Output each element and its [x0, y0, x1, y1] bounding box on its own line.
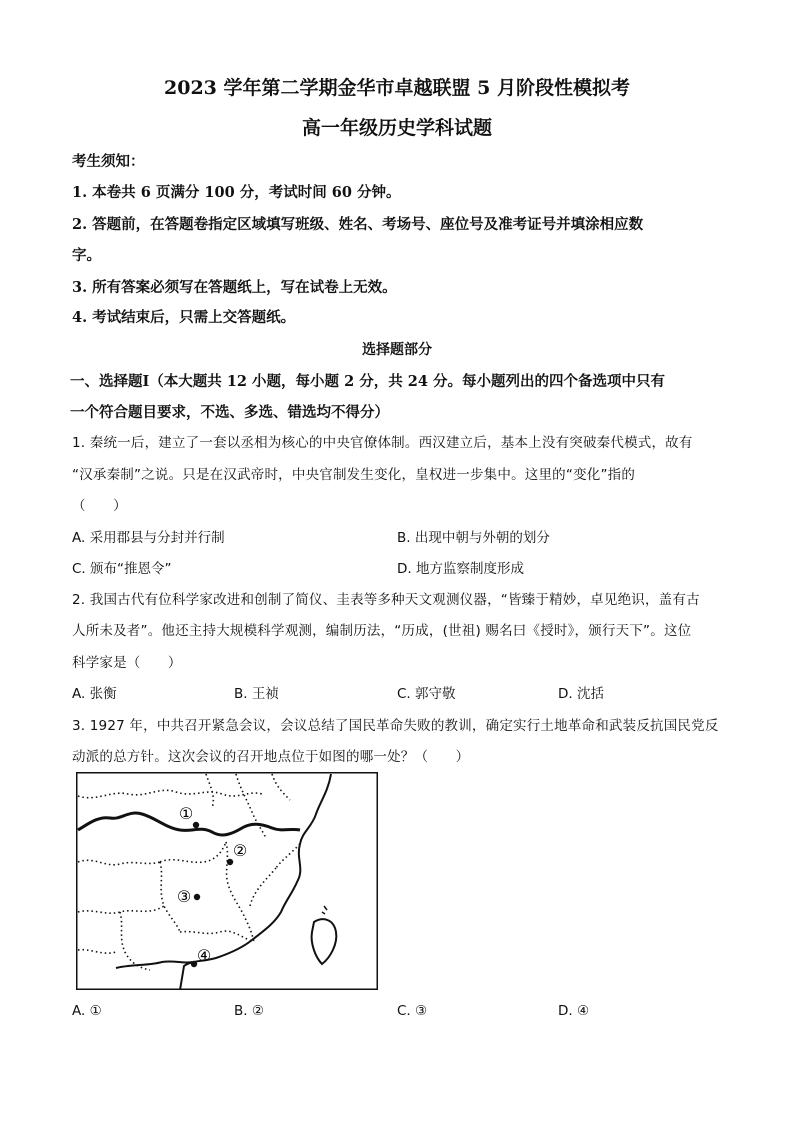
question-2-text: 人所未及者”。他还主持大规模科学观测，编制历法，“历成，(世祖) 赐名曰《授时》，颁行天下”。这位	[72, 623, 692, 639]
notice-item: 字。	[72, 247, 101, 264]
question-1-option-a[interactable]: A. 采用郡县与分封并行制	[72, 530, 225, 546]
map-point-3	[194, 894, 200, 900]
map-label-4: ④	[196, 946, 212, 965]
question-3-text: 动派的总方针。这次会议的召开地点位于如图的哪一处？（ ）	[72, 749, 470, 765]
section-instruction: 一、选择题Ⅰ（本大题共 12 小题，每小题 2 分，共 24 分。每小题列出的四个备选项中只有	[70, 373, 666, 390]
exam-subtitle: 高一年级历史学科试题	[301, 117, 492, 139]
map-label-2: ②	[232, 841, 248, 860]
islands	[322, 906, 327, 914]
section-instruction: 一个符合题目要求，不选、多选、错选均不得分）	[70, 404, 389, 421]
question-3-option-d[interactable]: D. ④	[558, 1003, 590, 1019]
notice-item: 4. 考试结束后，只需上交答题纸。	[72, 309, 296, 326]
section-title: 选择题部分	[362, 342, 432, 358]
notice-item: 1. 本卷共 6 页满分 100 分，考试时间 60 分钟。	[72, 184, 401, 201]
question-3-text: 3. 1927 年，中共召开紧急会议，会议总结了国民革命失败的教训，确定实行土地革命和武装反抗国民党反	[72, 718, 719, 734]
map-label-1: ①	[178, 804, 194, 823]
question-2-option-d[interactable]: D. 沈括	[558, 686, 604, 702]
map-frame	[77, 773, 378, 990]
pearl-river	[116, 961, 192, 968]
notice-heading: 考生须知：	[72, 153, 145, 170]
question-2-text: 2. 我国古代有位科学家改进和创制了简仪、圭表等多种天文观测仪器，“皆臻于精妙，卓见绝识，盖有古	[72, 592, 700, 608]
question-2-option-a[interactable]: A. 张衡	[72, 686, 117, 702]
map-point-1	[193, 822, 199, 828]
question-1-text: 1. 秦统一后，建立了一套以丞相为核心的中央官僚体制。西汉建立后，基本上没有突破秦代模式，故有	[72, 435, 693, 451]
question-1-option-b[interactable]: B. 出现中朝与外朝的划分	[397, 530, 550, 546]
question-2-option-b[interactable]: B. 王祯	[234, 686, 279, 702]
question-1-option-d[interactable]: D. 地方监察制度形成	[397, 561, 524, 577]
notice-item: 2. 答题前，在答题卷指定区域填写班级、姓名、考场号、座位号及准考证号并填涂相应数	[72, 216, 644, 233]
question-3-option-b[interactable]: B. ②	[234, 1003, 264, 1019]
question-1-option-c[interactable]: C. 颁布“推恩令”	[72, 561, 172, 577]
notice-item: 3. 所有答案必须写在答题纸上，写在试卷上无效。	[72, 279, 397, 296]
question-3-option-c[interactable]: C. ③	[397, 1003, 428, 1019]
question-1-text: （ ）	[72, 498, 127, 514]
map-label-3: ③	[176, 887, 192, 906]
question-2-option-c[interactable]: C. 郭守敬	[397, 686, 456, 702]
question-2-text: 科学家是（ ）	[72, 655, 182, 671]
exam-title: 2023 学年第二学期金华市卓越联盟 5 月阶段性模拟考	[164, 77, 630, 99]
question-3-option-a[interactable]: A. ①	[72, 1003, 102, 1019]
taiwan-island	[312, 919, 337, 964]
china-map-figure	[76, 772, 378, 990]
question-1-text: “汉承秦制”之说。只是在汉武帝时，中央官制发生变化，皇权进一步集中。这里的“变化”指的	[72, 467, 636, 483]
